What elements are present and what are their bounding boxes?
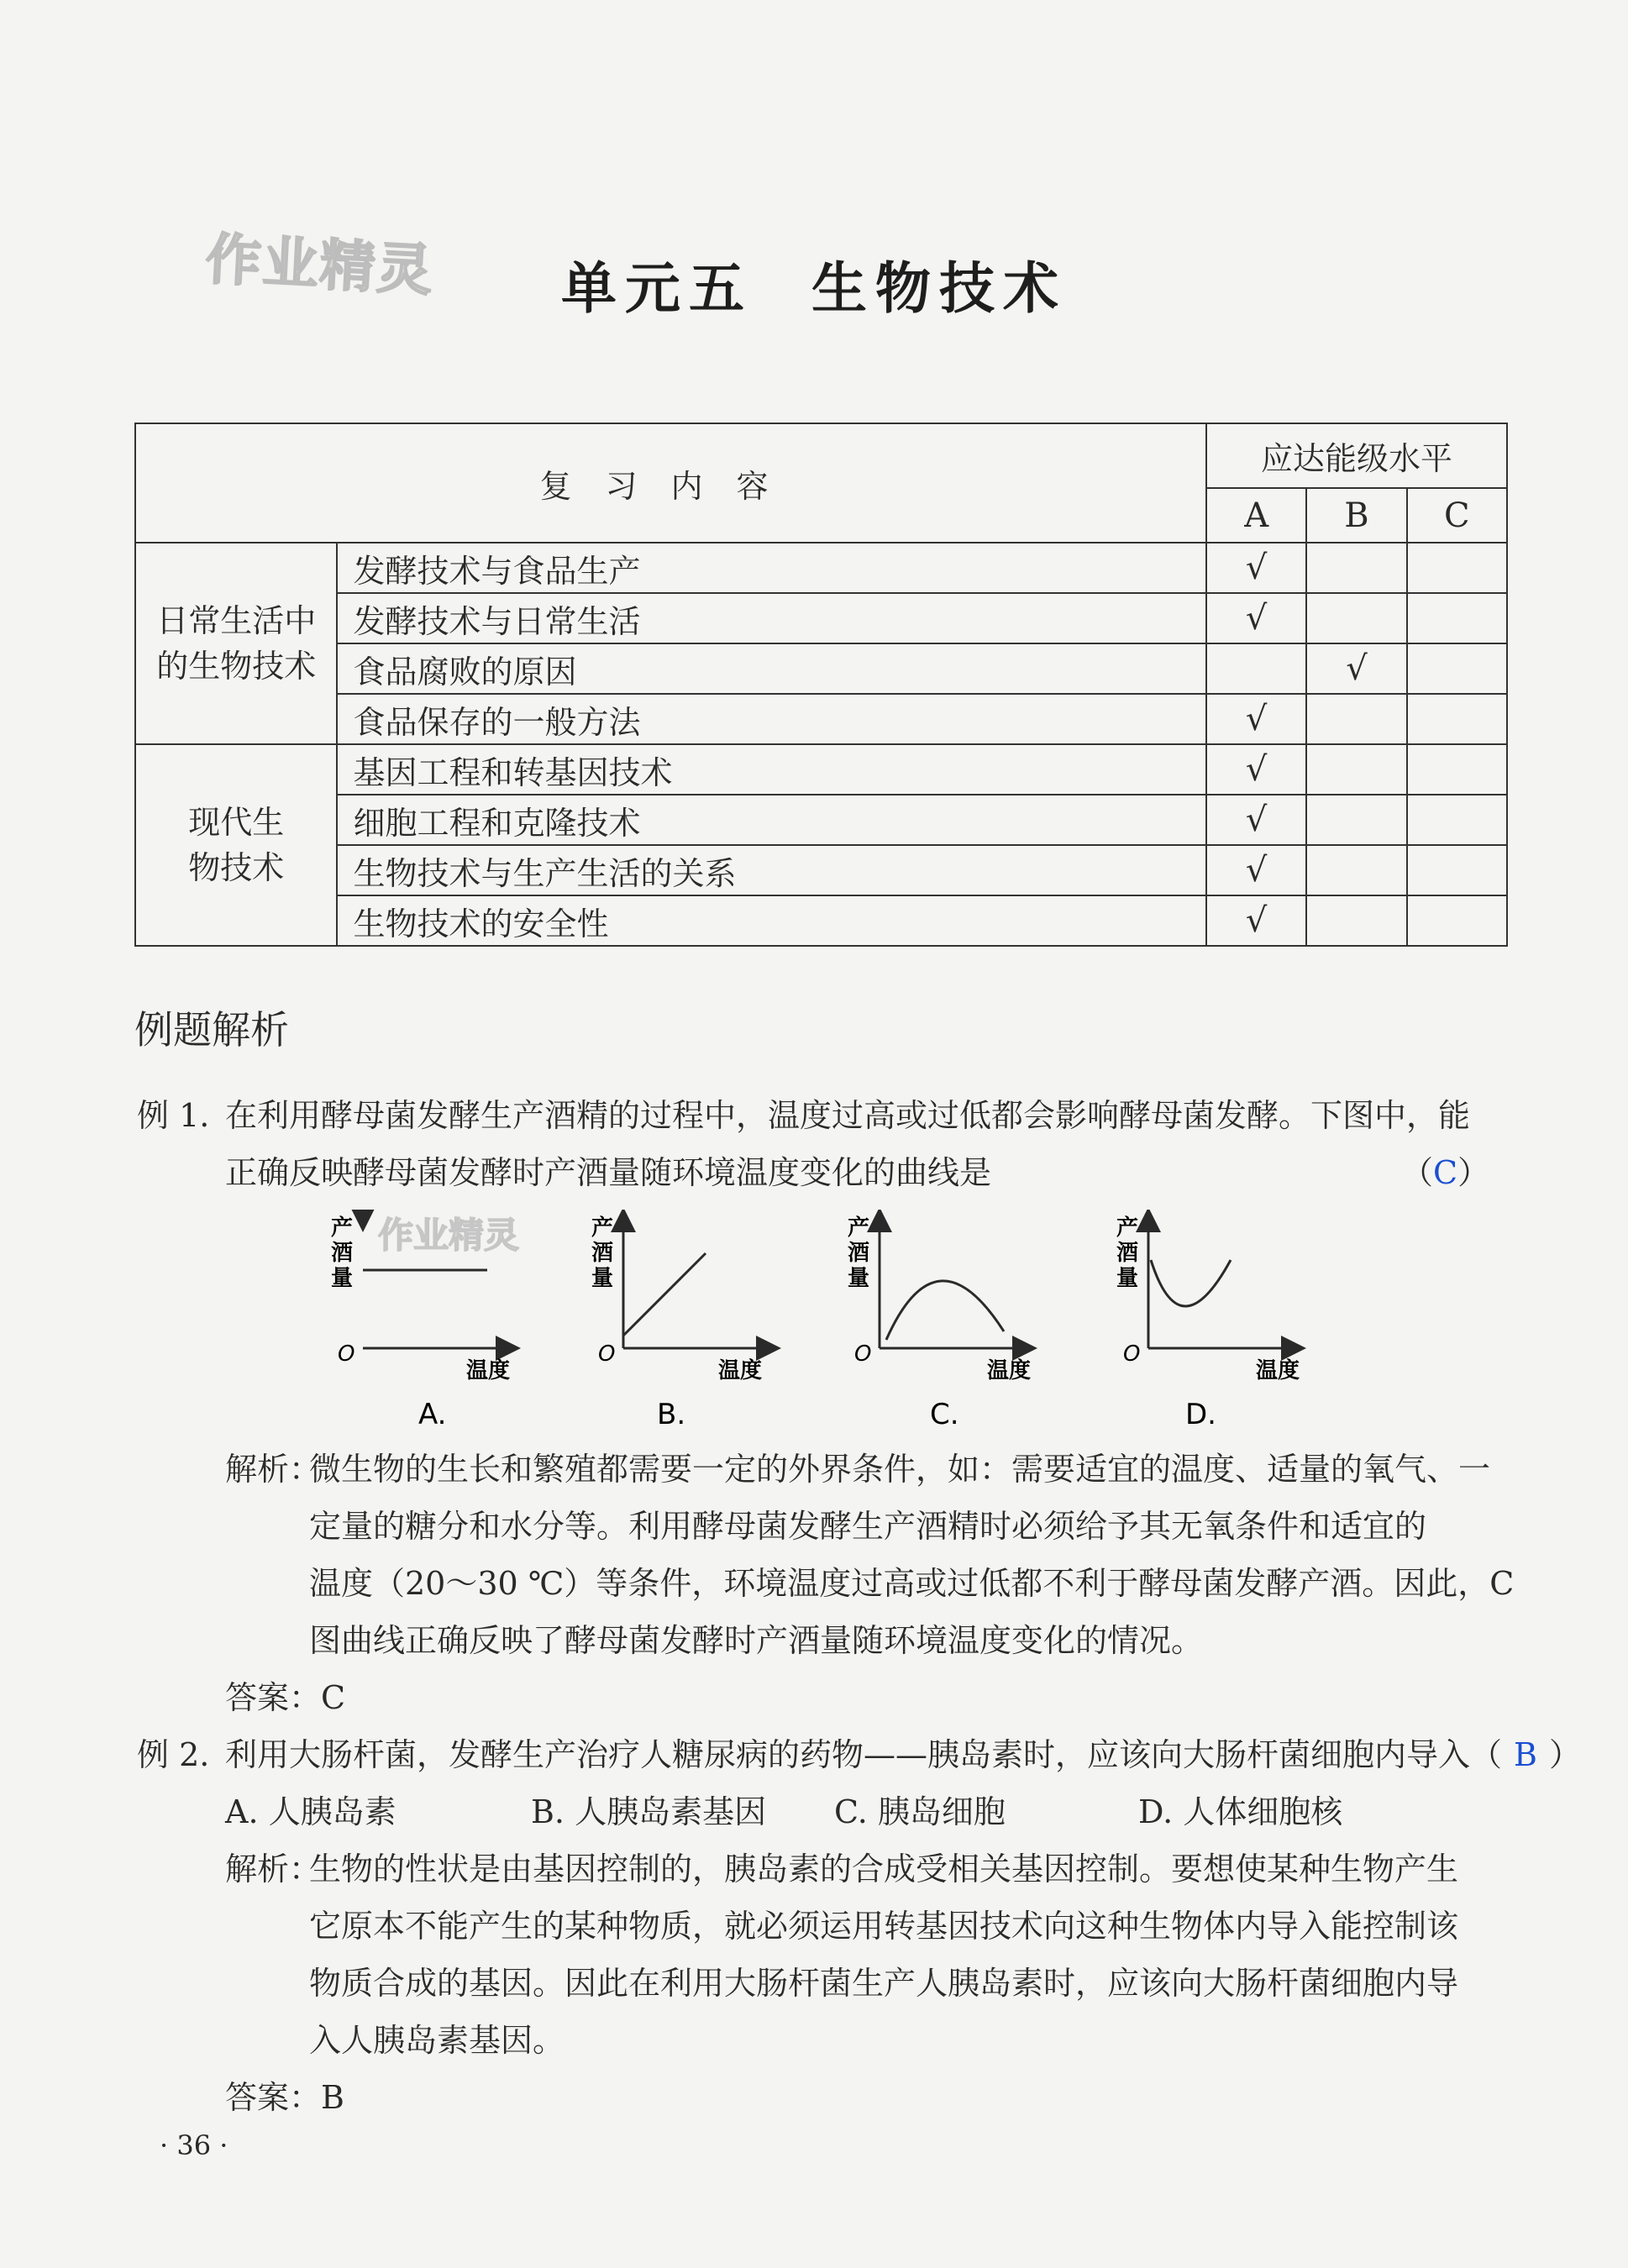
svg-text:温度: 温度 [987,1358,1032,1383]
table-row-item: 食品保存的一般方法 [337,694,1206,744]
svg-text:产: 产 [591,1215,614,1241]
watermark-small: 作业精灵 [378,1215,520,1256]
example1-analysis-line3: 温度（20～30 ℃）等条件，环境温度过高或过低都不利于酵母菌发酵产酒。因此，C [309,1565,1515,1602]
curve-d [1151,1260,1231,1306]
example1-question-line2: 正确反映酵母菌发酵时产酒量随环境温度变化的曲线是 [225,1154,992,1191]
svg-text:量: 量 [591,1266,614,1291]
check-mark: √ [1206,543,1306,593]
section-title: 例题解析 [134,1007,289,1053]
svg-text:温度: 温度 [1256,1358,1300,1383]
page-number: · 36 · [160,2129,228,2161]
svg-text:温度: 温度 [718,1358,763,1383]
example2-answer-blank: B [1514,1736,1537,1773]
table-row-item: 食品腐败的原因 [337,643,1206,694]
svg-text:O: O [1123,1341,1141,1367]
example1-graphs [319,1210,1327,1436]
example2-option-a: A. 人胰岛素 [225,1793,396,1830]
check-mark: √ [1306,643,1406,694]
graph-c [848,1215,1031,1431]
graph-a-origin: O [338,1341,355,1367]
example1-answer-paren: （C） [1401,1154,1490,1191]
table-row-item: 细胞工程和克隆技术 [337,795,1206,845]
unit-name: 生物技术 [811,256,1067,321]
category-modern-biotech: 现代生 物技术 [135,744,337,946]
svg-text:O: O [854,1341,872,1367]
example1-label: 例 1. [137,1097,210,1134]
example1-analysis-line2: 定量的糖分和水分等。利用酵母菌发酵生产酒精时必须给予其无氧条件和适宜的 [309,1508,1427,1545]
level-c-header: C [1407,488,1507,543]
svg-text:酒: 酒 [848,1241,870,1266]
example2-question: 利用大肠杆菌，发酵生产治疗人糖尿病的药物——胰岛素时，应该向大肠杆菌细胞内导入（ B ） [225,1736,1581,1773]
example2-analysis-line1: 生物的性状是由基因控制的，胰岛素的合成受相关基因控制。要想使某种生物产生 [309,1851,1459,1887]
example2-analysis-line4: 入人胰岛素基因。 [309,2022,565,2059]
example1-analysis-label: 解析： [225,1451,322,1488]
graph-b [591,1215,769,1431]
curve-c [886,1281,1004,1340]
table-row-item: 生物技术与生产生活的关系 [337,845,1206,895]
svg-text:酒: 酒 [1116,1241,1139,1266]
example1-answer-blank: C [1433,1154,1458,1191]
example2-answer: 答案：B [225,2079,344,2116]
svg-text:酒: 酒 [591,1241,614,1266]
table-header-levels: 应达能级水平 [1206,423,1507,488]
example2-analysis-line2: 它原本不能产生的某种物质，就必须运用转基因技术向这种生物体内导入能控制该 [309,1908,1459,1945]
level-b-header: B [1306,488,1406,543]
svg-text:O: O [598,1341,616,1367]
table-row-item: 基因工程和转基因技术 [337,744,1206,795]
example1-analysis-line1: 微生物的生长和繁殖都需要一定的外界条件，如：需要适宜的温度、适量的氧气、一 [309,1451,1491,1488]
table-row-item: 发酵技术与食品生产 [337,543,1206,593]
graph-b-option: B. [657,1398,686,1431]
example1-analysis-line4: 图曲线正确反映了酵母菌发酵时产酒量随环境温度变化的情况。 [309,1622,1204,1659]
graph-d-option: D. [1185,1398,1216,1431]
unit-title [0,244,1628,323]
check-mark: √ [1206,845,1306,895]
graph-d [1116,1215,1300,1431]
example2-option-b: B. 人胰岛素基因 [531,1793,767,1830]
graph-c-option: C. [930,1398,959,1431]
svg-text:量: 量 [848,1266,870,1291]
example1-answer: 答案：C [225,1679,346,1716]
review-table [134,423,1508,947]
example1-question-line1: 在利用酵母菌发酵生产酒精的过程中，温度过高或过低都会影响酵母菌发酵。下图中，能 [225,1097,1471,1134]
curve-b [623,1253,706,1336]
example2-analysis-label: 解析： [225,1851,322,1887]
graph-a-option: A. [418,1398,447,1431]
svg-text:产: 产 [848,1215,870,1241]
example2-option-c: C. 胰岛细胞 [834,1793,1006,1830]
check-mark: √ [1206,744,1306,795]
table-row-item: 发酵技术与日常生活 [337,593,1206,643]
svg-text:量: 量 [1116,1266,1139,1291]
level-a-header: A [1206,488,1306,543]
example2-analysis-line3: 物质合成的基因。因此在利用大肠杆菌生产人胰岛素时，应该向大肠杆菌细胞内导 [309,1965,1459,2002]
check-mark: √ [1206,895,1306,946]
example2-label: 例 2. [137,1736,210,1773]
unit-number: 单元五 [561,256,753,321]
graph-a-ylabel-2: 酒 [331,1241,354,1266]
graph-a-xlabel: 温度 [466,1358,511,1383]
graph-a-ylabel-3: 量 [331,1266,354,1291]
table-header-content: 复习内容 [135,423,1206,543]
check-mark: √ [1206,593,1306,643]
svg-text:产: 产 [1116,1215,1139,1241]
graph-a-ylabel-1: 产 [331,1215,354,1241]
example2-option-d: D. 人体细胞核 [1138,1793,1343,1830]
check-mark: √ [1206,795,1306,845]
check-mark: √ [1206,694,1306,744]
category-daily-life: 日常生活中 的生物技术 [135,543,337,744]
watermark-logo: 作业精灵 [203,226,436,304]
table-row-item: 生物技术的安全性 [337,895,1206,946]
